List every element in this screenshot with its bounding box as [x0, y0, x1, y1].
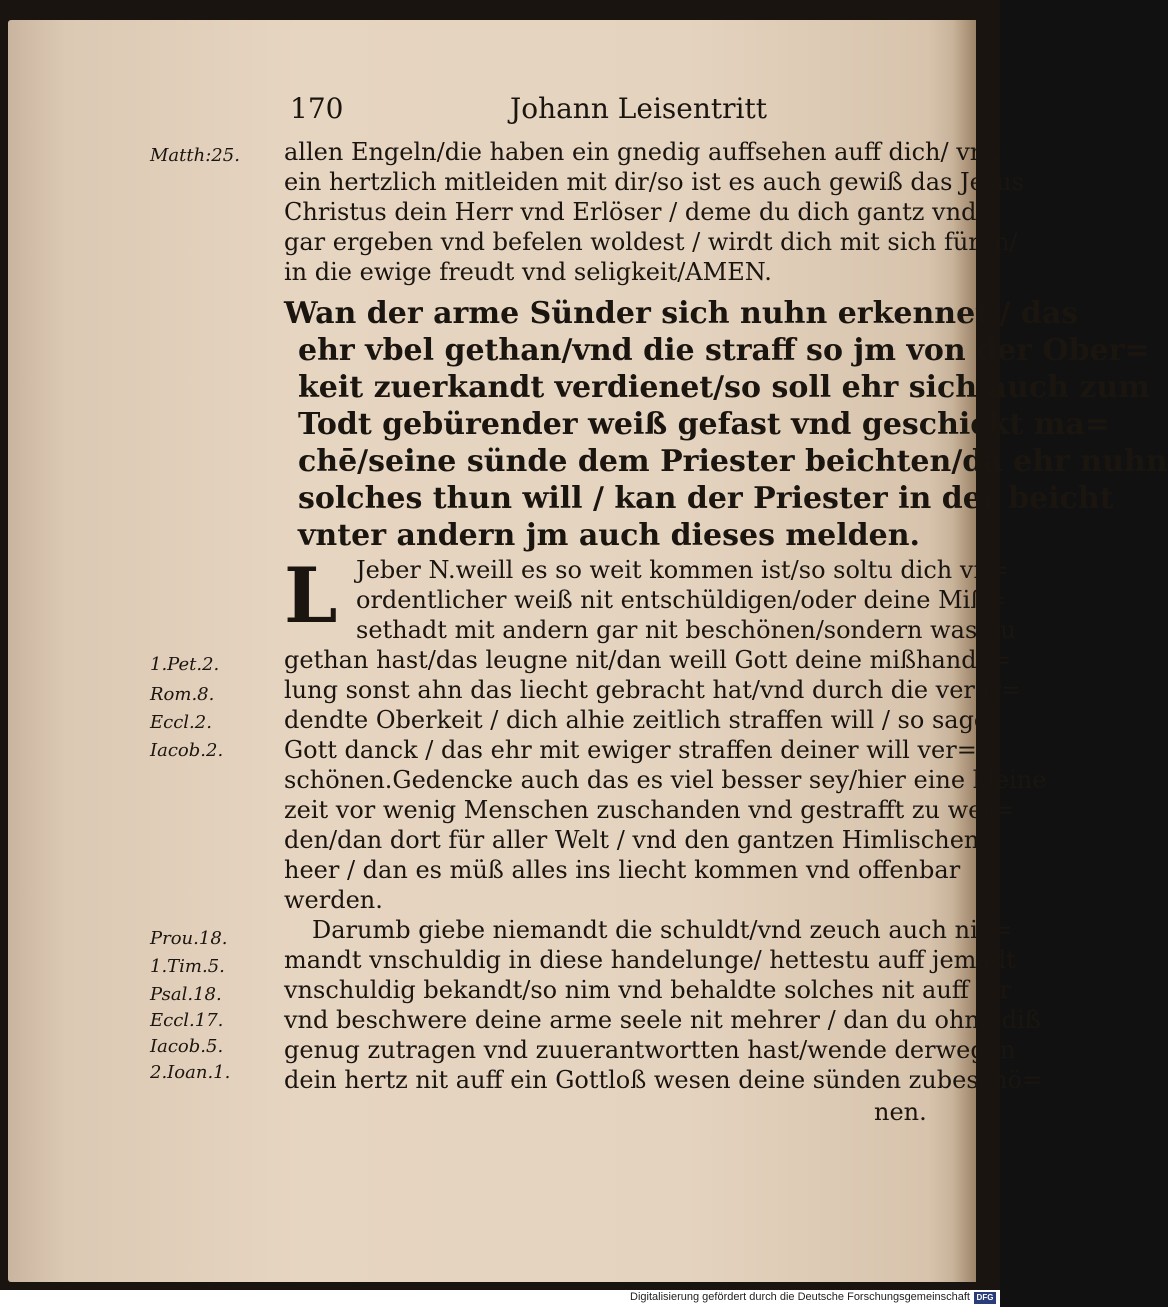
footer-bar [0, 1290, 1000, 1307]
text-line: vnter andern jm auch dieses melden. [298, 518, 920, 553]
margin-note: 1.Pet.2. [150, 654, 220, 675]
margin-note: Prou.18. [150, 928, 228, 949]
text-line: gar ergeben vnd befelen woldest / wirdt dich mit sich füren/ [284, 228, 1018, 256]
text-line: allen Engeln/die haben ein gnedig auffsehen auff dich/ vnd [284, 138, 1001, 166]
text-line: Todt gebürender weiß gefast vnd geschickt ma= [298, 407, 1110, 442]
text-line: sethadt mit andern gar nit beschönen/sondern was du [356, 616, 1016, 644]
text-line: Christus dein Herr vnd Erlöser / deme du dich gantz vnd [284, 198, 977, 226]
text-line: solches thun will / kan der Priester in der beicht [298, 481, 1114, 516]
text-line: vnd beschwere deine arme seele nit mehrer / dan du ohne diß [284, 1006, 1041, 1034]
text-line: Wan der arme Sünder sich nuhn erkennet / das [284, 296, 1079, 331]
text-line: gethan hast/das leugne nit/dan weill Gott deine mißhande= [284, 646, 1011, 674]
text-line: werden. [284, 886, 383, 914]
running-head: Johann Leisentritt [510, 92, 767, 125]
text-line: dein hertz nit auff ein Gottloß wesen deine sünden zubeschö= [284, 1066, 1043, 1094]
text-line: genug zutragen vnd zuuerantwortten hast/wende derwegen [284, 1036, 1016, 1064]
text-line: Gott danck / das ehr mit ewiger straffen deiner will ver= [284, 736, 977, 764]
page-header [290, 92, 910, 128]
margin-note: Eccl.17. [150, 1010, 224, 1031]
text-line: chē/seine sünde dem Priester beichten/da ehr nuhn [298, 444, 1168, 479]
text-line: zeit vor wenig Menschen zuschanden vnd gestrafft zu wer= [284, 796, 1014, 824]
margin-note: Eccl.2. [150, 712, 212, 733]
page-number: 170 [290, 92, 344, 125]
text-line: ein hertzlich mitleiden mit dir/so ist es auch gewiß das Jesus [284, 168, 1024, 196]
text-line: heer / dan es müß alles ins liecht kommen vnd offenbar [284, 856, 961, 884]
margin-note: 1.Tim.5. [150, 956, 225, 977]
dfg-logo-icon: DFG [974, 1292, 996, 1304]
text-line: in die ewige freudt vnd seligkeit/AMEN. [284, 258, 772, 286]
text-line: den/dan dort für aller Welt / vnd den gantzen Himlischen [284, 826, 980, 854]
margin-note: Rom.8. [150, 684, 215, 705]
text-line: ordentlicher weiß nit entschüldigen/oder deine Miß= [356, 586, 1007, 614]
margin-note: 2.Ioan.1. [150, 1062, 231, 1083]
text-line: mandt vnschuldig in diese handelunge/ hettestu auff jemādt [284, 946, 1016, 974]
drop-capital: L [284, 551, 338, 640]
text-line: keit zuerkandt verdienet/so soll ehr sich auch zum [298, 370, 1150, 405]
digitization-credit: Digitalisierung gefördert durch die Deutsche Forschungsgemeinschaft [630, 1291, 970, 1303]
text-line: schönen.Gedencke auch das es viel besser sey/hier eine kleine [284, 766, 1047, 794]
text-line: ehr vbel gethan/vnd die straff so jm von der Ober= [298, 333, 1150, 368]
margin-note: Iacob.5. [150, 1036, 224, 1057]
text-line: vnschuldig bekandt/so nim vnd behaldte solches nit auff dir [284, 976, 1011, 1004]
text-line: lung sonst ahn das liecht gebracht hat/vnd durch die veror= [284, 676, 1021, 704]
margin-note: Psal.18. [150, 984, 222, 1005]
margin-note: Iacob.2. [150, 740, 224, 761]
text-line: Darumb giebe niemandt die schuldt/vnd zeuch auch nie= [312, 916, 1013, 944]
text-line: Jeber N.weill es so weit kommen ist/so soltu dich vn= [356, 556, 1010, 584]
text-line: dendte Oberkeit / dich alhie zeitlich straffen will / so sage [284, 706, 989, 734]
text-line: nen. [874, 1098, 927, 1126]
margin-note: Matth:25. [150, 145, 240, 166]
